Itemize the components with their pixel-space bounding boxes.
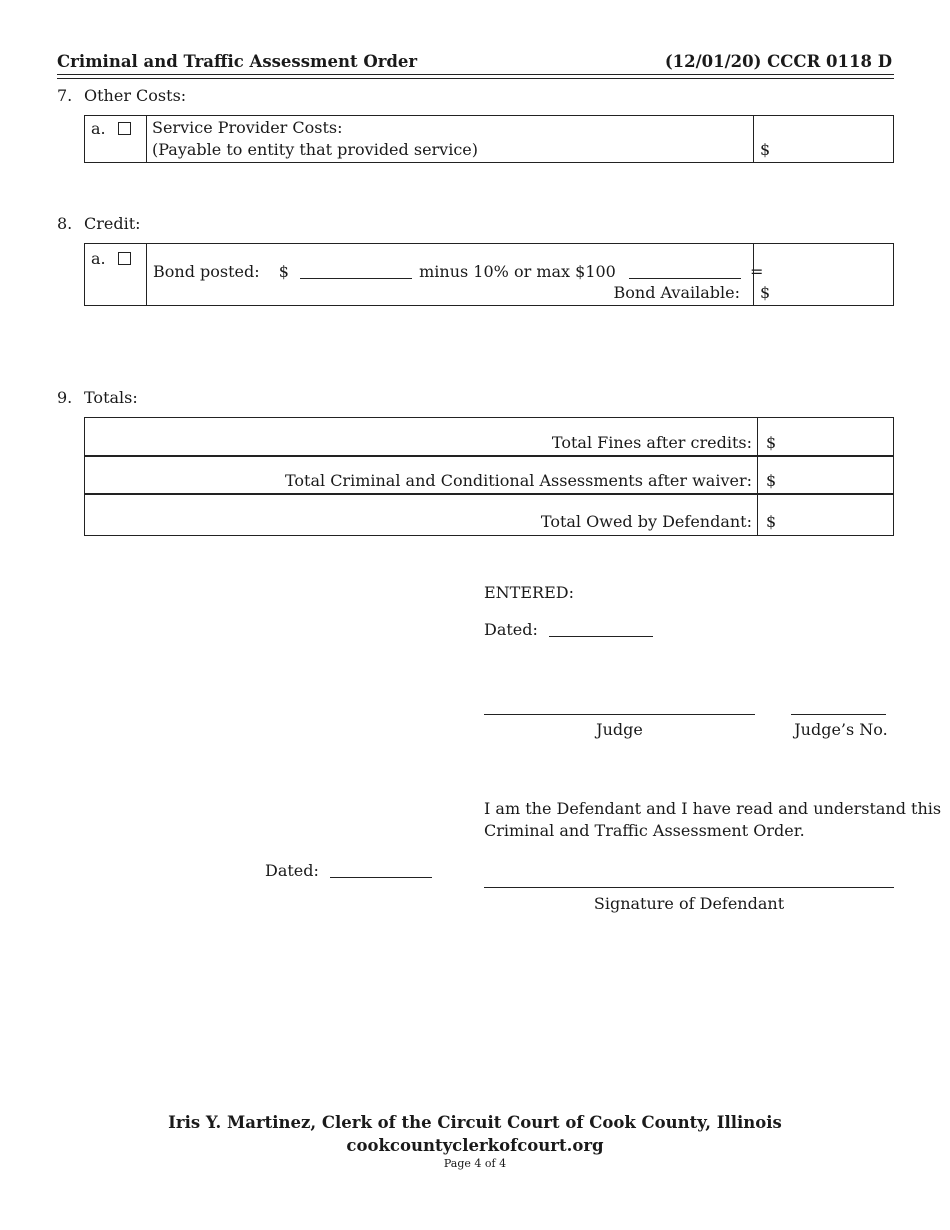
credit-box (84, 243, 894, 306)
clerk-name: Iris Y. Martinez, Clerk of the Circuit Court of Cook County, Illinois (168, 1113, 782, 1132)
total-fines-label: Total Fines after credits: (551, 433, 752, 452)
section-number: 9. (57, 388, 73, 407)
clerk-website[interactable]: cookcountyclerkofcourt.org (346, 1136, 604, 1155)
section-label: Totals: (84, 388, 138, 407)
totals-row (84, 455, 894, 495)
dated-label: Dated: (484, 620, 538, 639)
total-fines-amount[interactable]: $ (766, 433, 777, 452)
divider (757, 418, 758, 456)
defendant-signature-label: Signature of Defendant (593, 894, 785, 913)
dated-label: Dated: (265, 861, 319, 880)
other-costs-box (84, 115, 894, 163)
header-rule-bottom (57, 78, 894, 79)
service-provider-amount[interactable]: $ (760, 140, 771, 159)
entered-heading: ENTERED: (484, 583, 574, 602)
judge-label: Judge (596, 720, 643, 739)
bond-amount-blank[interactable] (300, 264, 412, 279)
judge-number-label: Judge’s No. (794, 720, 888, 739)
judge-signature-line[interactable] (484, 714, 755, 715)
total-owed-amount[interactable]: $ (766, 512, 777, 531)
equals-sign: = (750, 262, 764, 281)
defendant-signature-line[interactable] (484, 887, 894, 888)
bond-available-label: Bond Available: (613, 283, 740, 302)
section-number: 8. (57, 214, 73, 233)
item-letter: a. (91, 249, 106, 268)
bond-posted-label: Bond posted: (153, 262, 260, 281)
defendant-dated-line (265, 861, 432, 880)
bond-posted-line (153, 262, 763, 281)
service-provider-label: Service Provider Costs: (152, 118, 343, 137)
service-provider-note: (Payable to entity that provided service) (152, 140, 479, 159)
divider (757, 494, 758, 535)
bond-checkbox[interactable] (118, 249, 131, 268)
section-7-heading (57, 86, 357, 108)
totals-row (84, 417, 894, 457)
divider (146, 244, 147, 305)
page-number: Page 4 of 4 (443, 1157, 507, 1170)
item-letter: a. (91, 119, 106, 138)
defendant-date-blank[interactable] (330, 863, 432, 878)
defendant-statement-line1: I am the Defendant and I have read and understand this (484, 799, 942, 818)
total-owed-label: Total Owed by Defendant: (540, 512, 752, 531)
divider (753, 244, 754, 305)
section-number: 7. (57, 86, 73, 105)
bond-dollar-sign: $ (278, 262, 289, 281)
minus-text: minus 10% or max $100 (419, 262, 616, 281)
total-assessments-amount[interactable]: $ (766, 471, 777, 490)
checkbox-icon (118, 122, 131, 135)
checkbox-icon (118, 252, 131, 265)
form-code: (12/01/20) CCCR 0118 D (664, 52, 892, 71)
section-9-heading (57, 388, 357, 410)
section-label: Credit: (84, 214, 141, 233)
total-assessments-label: Total Criminal and Conditional Assessments after waiver: (284, 471, 752, 490)
judge-number-line[interactable] (791, 714, 886, 715)
header-rule-top (57, 74, 894, 75)
form-title: Criminal and Traffic Assessment Order (57, 52, 418, 71)
divider (753, 116, 754, 162)
entered-date-blank[interactable] (549, 622, 653, 637)
defendant-statement-line2: Criminal and Traffic Assessment Order. (484, 821, 805, 840)
section-label: Other Costs: (84, 86, 187, 105)
divider (146, 116, 147, 162)
bond-available-amount[interactable]: $ (760, 283, 771, 302)
totals-row (84, 493, 894, 536)
entered-dated-line (484, 620, 653, 639)
service-provider-checkbox[interactable] (118, 119, 131, 138)
divider (757, 456, 758, 494)
deduction-blank[interactable] (629, 264, 741, 279)
section-8-heading (57, 214, 357, 236)
